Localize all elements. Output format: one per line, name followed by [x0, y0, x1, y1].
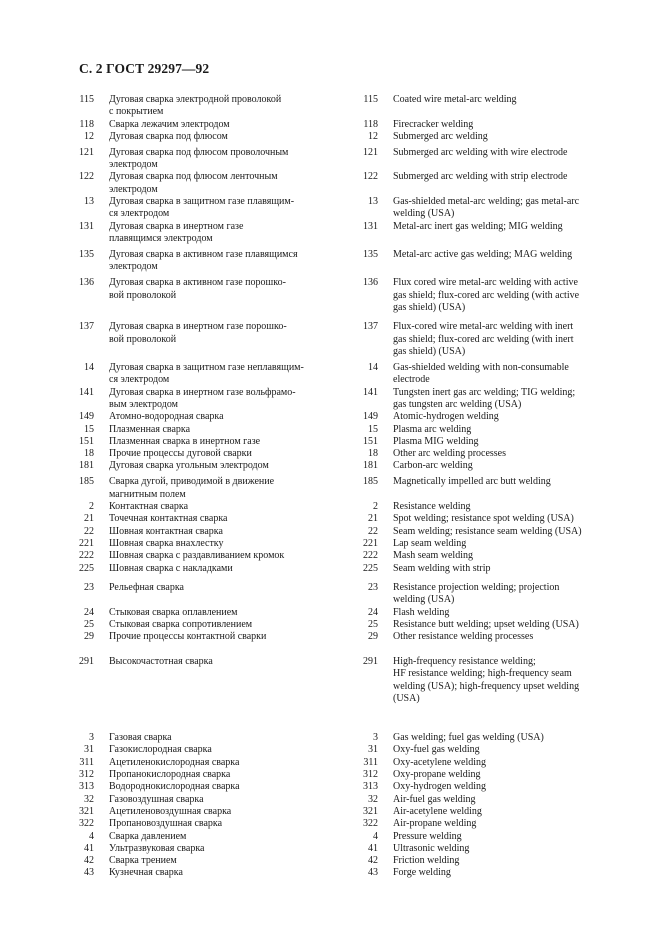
english-term: Resistance butt welding; upset welding (USA)	[393, 619, 579, 631]
process-number: 137	[363, 321, 378, 333]
process-number: 181	[363, 460, 378, 472]
process-number: 141	[79, 386, 94, 398]
russian-term: Шовная контактная сварка	[109, 525, 223, 537]
ru-row	[76, 476, 348, 501]
english-term: Mash seam welding	[393, 550, 473, 562]
en-row	[352, 563, 614, 575]
ru-row	[76, 94, 348, 119]
process-number: 21	[84, 513, 94, 525]
en-row	[352, 831, 614, 843]
process-number: 41	[368, 842, 378, 854]
en-row	[352, 249, 614, 274]
ru-row	[76, 843, 348, 855]
russian-term: Дуговая сварка под флюсом	[109, 130, 228, 142]
ru-row	[76, 794, 348, 806]
process-number: 137	[79, 321, 94, 333]
russian-term: Шовная сварка внахлестку	[109, 537, 224, 549]
process-number: 18	[84, 448, 94, 460]
russian-term: Кузнечная сварка	[109, 867, 183, 879]
process-number: 122	[79, 171, 94, 183]
russian-term: Рельефная сварка	[109, 582, 184, 594]
ru-row	[76, 387, 348, 412]
process-number: 135	[363, 248, 378, 260]
en-row	[352, 867, 614, 879]
russian-term: Дуговая сварка в защитном газе плавящим- ся электродом	[109, 196, 295, 220]
english-term: Carbon-arc welding	[393, 460, 473, 472]
process-number: 42	[368, 855, 378, 867]
russian-term: Дуговая сварка под флюсом ленточным электродом	[109, 171, 278, 195]
process-number: 322	[79, 818, 94, 830]
process-number: 23	[84, 582, 94, 594]
english-term: Oxy-acetylene welding	[393, 756, 487, 768]
en-row	[352, 460, 614, 472]
en-row	[352, 843, 614, 855]
process-number: 31	[84, 744, 94, 756]
en-row	[352, 818, 614, 830]
ru-row	[76, 607, 348, 619]
ru-row	[76, 448, 348, 460]
en-row	[352, 321, 614, 358]
process-number: 14	[84, 362, 94, 374]
ru-row	[76, 424, 348, 436]
russian-term: Дуговая сварка под флюсом проволочным электродом	[109, 146, 289, 171]
process-number: 221	[363, 537, 378, 549]
english-term: Atomic-hydrogen welding	[393, 411, 499, 423]
process-number: 221	[79, 537, 94, 549]
process-number: 115	[363, 94, 378, 105]
process-number: 131	[363, 220, 378, 232]
process-number: 121	[363, 146, 378, 158]
ru-row	[76, 249, 348, 274]
russian-term: Дуговая сварка в инертном газе плавящимся электродом	[109, 220, 244, 244]
process-number: 22	[84, 525, 94, 537]
russian-term: Дуговая сварка электродной проволокой с покрытием	[109, 94, 282, 118]
process-number: 25	[368, 619, 378, 631]
process-number: 185	[363, 476, 378, 488]
en-row	[352, 436, 614, 448]
en-row	[352, 550, 614, 562]
english-term: Flash welding	[393, 606, 450, 618]
en-row	[352, 757, 614, 769]
ru-row	[76, 582, 348, 607]
process-number: 21	[368, 513, 378, 525]
process-number: 12	[84, 130, 94, 142]
process-number: 15	[368, 423, 378, 435]
ru-row	[76, 196, 348, 221]
process-number: 149	[363, 411, 378, 423]
process-number: 118	[363, 118, 378, 130]
process-number: 185	[79, 476, 94, 488]
process-number: 141	[363, 386, 378, 398]
process-number: 31	[368, 744, 378, 756]
en-row	[352, 582, 614, 607]
process-number: 311	[363, 756, 378, 768]
english-term: Submerged arc welding	[393, 130, 488, 142]
ru-row	[76, 321, 348, 358]
en-row	[352, 171, 614, 196]
russian-term: Сварка давлением	[109, 830, 187, 842]
en-row	[352, 781, 614, 793]
en-row	[352, 411, 614, 423]
russian-term: Сварка дугой, приводимой в движение магнитным полем	[109, 476, 275, 500]
ru-row	[76, 656, 348, 705]
english-term: Plasma MIG welding	[393, 435, 479, 447]
process-number: 181	[79, 460, 94, 472]
en-row	[352, 476, 614, 501]
russian-term: Дуговая сварка в активном газе порошко- вой проволокой	[109, 277, 286, 301]
en-row	[352, 607, 614, 619]
process-number: 4	[373, 830, 378, 842]
ru-row	[76, 513, 348, 525]
process-number: 29	[368, 631, 378, 643]
en-row	[352, 196, 614, 221]
process-number: 15	[84, 423, 94, 435]
russian-term: Прочие процессы дуговой сварки	[109, 448, 252, 460]
process-number: 131	[79, 220, 94, 232]
process-number: 136	[363, 277, 378, 289]
english-term: Ultrasonic welding	[393, 842, 470, 854]
process-number: 2	[89, 501, 94, 513]
process-number: 3	[373, 732, 378, 744]
process-number: 291	[79, 655, 94, 667]
english-term: Gas-shielded welding with non-consumable electrode	[393, 362, 569, 386]
en-row	[352, 631, 614, 643]
process-number: 18	[368, 448, 378, 460]
russian-term: Атомно-водородная сварка	[109, 411, 224, 423]
process-number: 312	[79, 769, 94, 781]
ru-row	[76, 818, 348, 830]
russian-term: Водороднокислородная сварка	[109, 781, 240, 793]
process-number: 291	[363, 655, 378, 667]
english-term: Forge welding	[393, 867, 451, 879]
russian-term: Дуговая сварка в инертном газе порошко- вой проволокой	[109, 321, 287, 345]
en-row	[352, 619, 614, 631]
russian-term: Плазменная сварка	[109, 423, 191, 435]
ru-row	[76, 411, 348, 423]
en-row	[352, 744, 614, 756]
english-term: Lap seam welding	[393, 537, 467, 549]
en-row	[352, 119, 614, 131]
process-number: 24	[84, 606, 94, 618]
russian-term: Ацетиленокислородная сварка	[109, 756, 240, 768]
russian-term: Стыковая сварка оплавлением	[109, 606, 238, 618]
english-term: Resistance welding	[393, 501, 471, 513]
en-row	[352, 656, 614, 705]
english-term: Tungsten inert gas arc welding; TIG welding; gas tungsten arc welding (USA)	[393, 386, 576, 410]
english-term: Other resistance welding processes	[393, 631, 534, 643]
process-number: 4	[89, 830, 94, 842]
ru-row	[76, 221, 348, 246]
english-term: Submerged arc welding with wire electrode	[393, 146, 568, 158]
ru-row	[76, 781, 348, 793]
english-term: Seam welding; resistance seam welding (USA)	[393, 525, 582, 537]
process-number: 118	[79, 118, 94, 130]
english-term: Air-fuel gas welding	[393, 793, 476, 805]
en-row	[352, 501, 614, 513]
process-number: 122	[363, 171, 378, 183]
english-term: Oxy-fuel gas welding	[393, 744, 480, 756]
russian-term: Стыковая сварка сопротивлением	[109, 619, 253, 631]
ru-row	[76, 855, 348, 867]
en-row	[352, 806, 614, 818]
process-number: 24	[368, 606, 378, 618]
process-number: 313	[79, 781, 94, 793]
ru-row	[76, 550, 348, 562]
ru-row	[76, 171, 348, 196]
process-number: 23	[368, 582, 378, 594]
process-number: 312	[363, 769, 378, 781]
russian-term: Сварка лежачим электродом	[109, 118, 230, 130]
process-number: 121	[79, 146, 94, 158]
ru-row	[76, 757, 348, 769]
en-row	[352, 513, 614, 525]
process-number: 25	[84, 619, 94, 631]
english-term: Air-propane welding	[393, 818, 477, 830]
en-row	[352, 732, 614, 744]
process-number: 151	[79, 435, 94, 447]
russian-term: Плазменная сварка в инертном газе	[109, 435, 261, 447]
russian-term: Газокислородная сварка	[109, 744, 212, 756]
process-number: 12	[368, 130, 378, 142]
process-number: 32	[368, 793, 378, 805]
process-number: 313	[363, 781, 378, 793]
english-term: Submerged arc welding with strip electrode	[393, 171, 568, 183]
process-number: 29	[84, 631, 94, 643]
ru-row	[76, 867, 348, 879]
process-number: 136	[79, 277, 94, 289]
russian-column	[76, 94, 348, 880]
english-term: Gas-shielded metal-arc welding; gas metal-arc welding (USA)	[393, 196, 580, 220]
ru-row	[76, 631, 348, 643]
en-row	[352, 277, 614, 314]
russian-term: Сварка трением	[109, 855, 177, 867]
process-number: 14	[368, 362, 378, 374]
english-term: Pressure welding	[393, 830, 462, 842]
ru-row	[76, 806, 348, 818]
ru-row	[76, 831, 348, 843]
process-number: 3	[89, 732, 94, 744]
en-row	[352, 387, 614, 412]
en-row	[352, 526, 614, 538]
en-row	[352, 147, 614, 172]
russian-term: Пропановоздушная сварка	[109, 818, 223, 830]
en-row	[352, 131, 614, 143]
russian-term: Шовная сварка с накладками	[109, 562, 233, 574]
russian-term: Пропанокислородная сварка	[109, 769, 231, 781]
process-number: 222	[79, 550, 94, 562]
russian-term: Шовная сварка с раздавливанием кромок	[109, 550, 285, 562]
page-header: С. 2 ГОСТ 29297—92	[79, 61, 210, 76]
en-row	[352, 538, 614, 550]
russian-term: Высокочастотная сварка	[109, 655, 213, 667]
ru-row	[76, 147, 348, 172]
en-row	[352, 448, 614, 460]
ru-row	[76, 131, 348, 143]
process-number: 311	[79, 756, 94, 768]
english-term: Spot welding; resistance spot welding (USA)	[393, 513, 574, 525]
russian-term: Дуговая сварка угольным электродом	[109, 460, 269, 472]
process-number: 149	[79, 411, 94, 423]
process-number: 151	[363, 435, 378, 447]
english-term: Other arc welding processes	[393, 448, 507, 460]
process-number: 22	[368, 525, 378, 537]
english-term: Coated wire metal-arc welding	[393, 94, 517, 105]
process-number: 322	[363, 818, 378, 830]
russian-term: Газовая сварка	[109, 732, 172, 744]
ru-row	[76, 436, 348, 448]
russian-term: Дуговая сварка в активном газе плавящимся электродом	[109, 248, 298, 273]
english-term: Metal-arc inert gas welding; MIG welding	[393, 220, 563, 232]
process-number: 225	[79, 562, 94, 574]
english-term: Resistance projection welding; projection welding (USA)	[393, 582, 560, 606]
process-number: 321	[363, 805, 378, 817]
en-row	[352, 855, 614, 867]
ru-row	[76, 732, 348, 744]
russian-term: Прочие процессы контактной сварки	[109, 631, 267, 643]
process-number: 115	[79, 94, 94, 105]
russian-term: Точечная контактная сварка	[109, 513, 228, 525]
english-term: Metal-arc active gas welding; MAG welding	[393, 248, 573, 260]
english-term: Flux cored wire metal-arc welding with active gas shield; flux-cored arc welding (with active gas shield) (USA)	[393, 277, 580, 313]
ru-row	[76, 769, 348, 781]
process-number: 222	[363, 550, 378, 562]
russian-term: Дуговая сварка в инертном газе вольфрамо- вым электродом	[109, 386, 296, 410]
process-number: 43	[84, 867, 94, 879]
process-number: 43	[368, 867, 378, 879]
en-row	[352, 221, 614, 246]
english-column	[352, 94, 614, 880]
russian-term: Газовоздушная сварка	[109, 793, 204, 805]
english-term: High-frequency resistance welding; HF resistance welding; high-frequency seam welding (USA); high-frequency upset welding (USA)	[393, 655, 580, 704]
english-term: Oxy-propane welding	[393, 769, 481, 781]
ru-row	[76, 277, 348, 314]
english-term: Oxy-hydrogen welding	[393, 781, 487, 793]
en-row	[352, 94, 614, 119]
en-row	[352, 424, 614, 436]
english-term: Magnetically impelled arc butt welding	[393, 476, 551, 488]
process-number: 42	[84, 855, 94, 867]
ru-row	[76, 526, 348, 538]
en-row	[352, 769, 614, 781]
process-number: 2	[373, 501, 378, 513]
russian-term: Контактная сварка	[109, 501, 189, 513]
russian-term: Ультразвуковая сварка	[109, 842, 205, 854]
english-term: Friction welding	[393, 855, 460, 867]
ru-row	[76, 744, 348, 756]
ru-row	[76, 619, 348, 631]
process-number: 41	[84, 842, 94, 854]
english-term: Air-acetylene welding	[393, 805, 482, 817]
process-number: 135	[79, 248, 94, 260]
en-row	[352, 362, 614, 387]
ru-row	[76, 119, 348, 131]
english-term: Flux-cored wire metal-arc welding with inert gas shield; flux-cored arc welding (with inert gas shield) (USA)	[393, 321, 574, 358]
russian-term: Ацетиленовоздушная сварка	[109, 805, 232, 817]
english-term: Plasma arc welding	[393, 423, 472, 435]
russian-term: Дуговая сварка в защитном газе неплавящим- ся электродом	[109, 362, 304, 386]
english-term: Seam welding with strip	[393, 562, 491, 574]
process-number: 13	[84, 196, 94, 208]
process-number: 321	[79, 805, 94, 817]
ru-row	[76, 538, 348, 550]
process-number: 225	[363, 562, 378, 574]
ru-row	[76, 362, 348, 387]
ru-row	[76, 460, 348, 472]
process-number: 32	[84, 793, 94, 805]
process-number: 13	[368, 196, 378, 208]
en-row	[352, 794, 614, 806]
ru-row	[76, 563, 348, 575]
english-term: Gas welding; fuel gas welding (USA)	[393, 732, 544, 744]
english-term: Firecracker welding	[393, 118, 474, 130]
ru-row	[76, 501, 348, 513]
